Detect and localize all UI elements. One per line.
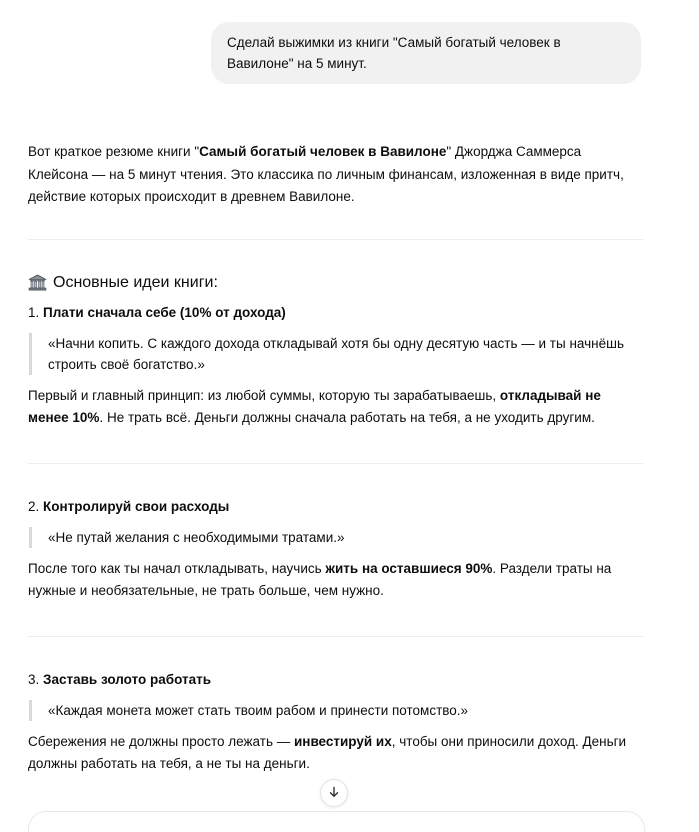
desc-text: . Не трать всё. Деньги должны сначала работать на тебя, а не уходить другим. <box>99 410 595 425</box>
divider <box>28 239 643 240</box>
blockquote <box>29 700 643 721</box>
intro-book-title: Самый богатый человек в Вавилоне <box>199 144 447 159</box>
quote-text: «Начни копить. С каждого дохода откладывай хотя бы одну десятую часть — и ты начнёшь строить своё богатство.» <box>48 335 624 372</box>
message-composer[interactable] <box>28 811 645 832</box>
arrow-down-icon <box>328 786 340 801</box>
bank-icon <box>28 274 47 291</box>
intro-paragraph <box>28 141 643 209</box>
idea-block-3 <box>28 637 643 776</box>
idea-number: 1. <box>28 304 40 320</box>
desc-text: . Раздели траты на нужные и необязательные, не трать больше, чем нужно. <box>28 560 612 598</box>
idea-title <box>28 303 643 323</box>
quote-text: «Не путай желания с необходимыми тратами.» <box>48 529 345 545</box>
idea-description <box>28 558 643 603</box>
desc-bold: жить на оставшиеся 90% <box>325 560 493 576</box>
quote-text: «Каждая монета может стать твоим рабом и принести потомство.» <box>48 702 469 718</box>
idea-description <box>28 385 643 430</box>
idea-title <box>28 497 643 517</box>
intro-prefix: Вот краткое резюме книги " <box>28 144 200 159</box>
idea-title-text: Контролируй свои расходы <box>43 498 230 514</box>
desc-text: Первый и главный принцип: из любой суммы, которую ты зарабатываешь, <box>28 387 500 403</box>
idea-block-2 <box>28 464 643 637</box>
scroll-down-button[interactable] <box>320 779 348 807</box>
desc-text: , чтобы они приносили доход. Деньги должны работать на тебя, а не ты на деньги. <box>28 733 627 771</box>
idea-number: 2. <box>28 498 40 514</box>
blockquote <box>29 333 643 375</box>
idea-title-text: Заставь золото работать <box>43 671 212 687</box>
user-message-text: Сделай выжимки из книги "Самый богатый человек в Вавилоне" на 5 минут. <box>227 35 561 71</box>
desc-text: После того как ты начал откладывать, научись <box>28 560 326 576</box>
idea-block-1 <box>28 303 643 464</box>
section-heading-text: Основные идеи книги: <box>53 273 218 291</box>
idea-number: 3. <box>28 671 40 687</box>
blockquote <box>29 527 643 548</box>
intro-suffix: " Джорджа Саммерса Клейсона — на 5 минут чтения. Это классика по личным финансам, изложенная в виде притч, действие которых происходит в древнем Вавилоне. <box>28 144 624 204</box>
desc-bold: откладывай не менее 10% <box>28 387 601 425</box>
assistant-response <box>28 141 643 809</box>
idea-title <box>28 670 643 690</box>
idea-description <box>28 731 643 776</box>
user-message-bubble <box>211 22 641 84</box>
desc-text: Сбережения не должны просто лежать — <box>28 733 294 749</box>
section-heading <box>28 274 643 292</box>
desc-bold: инвестируй их <box>293 733 392 749</box>
idea-title-text: Плати сначала себе (10% от дохода) <box>43 304 286 320</box>
